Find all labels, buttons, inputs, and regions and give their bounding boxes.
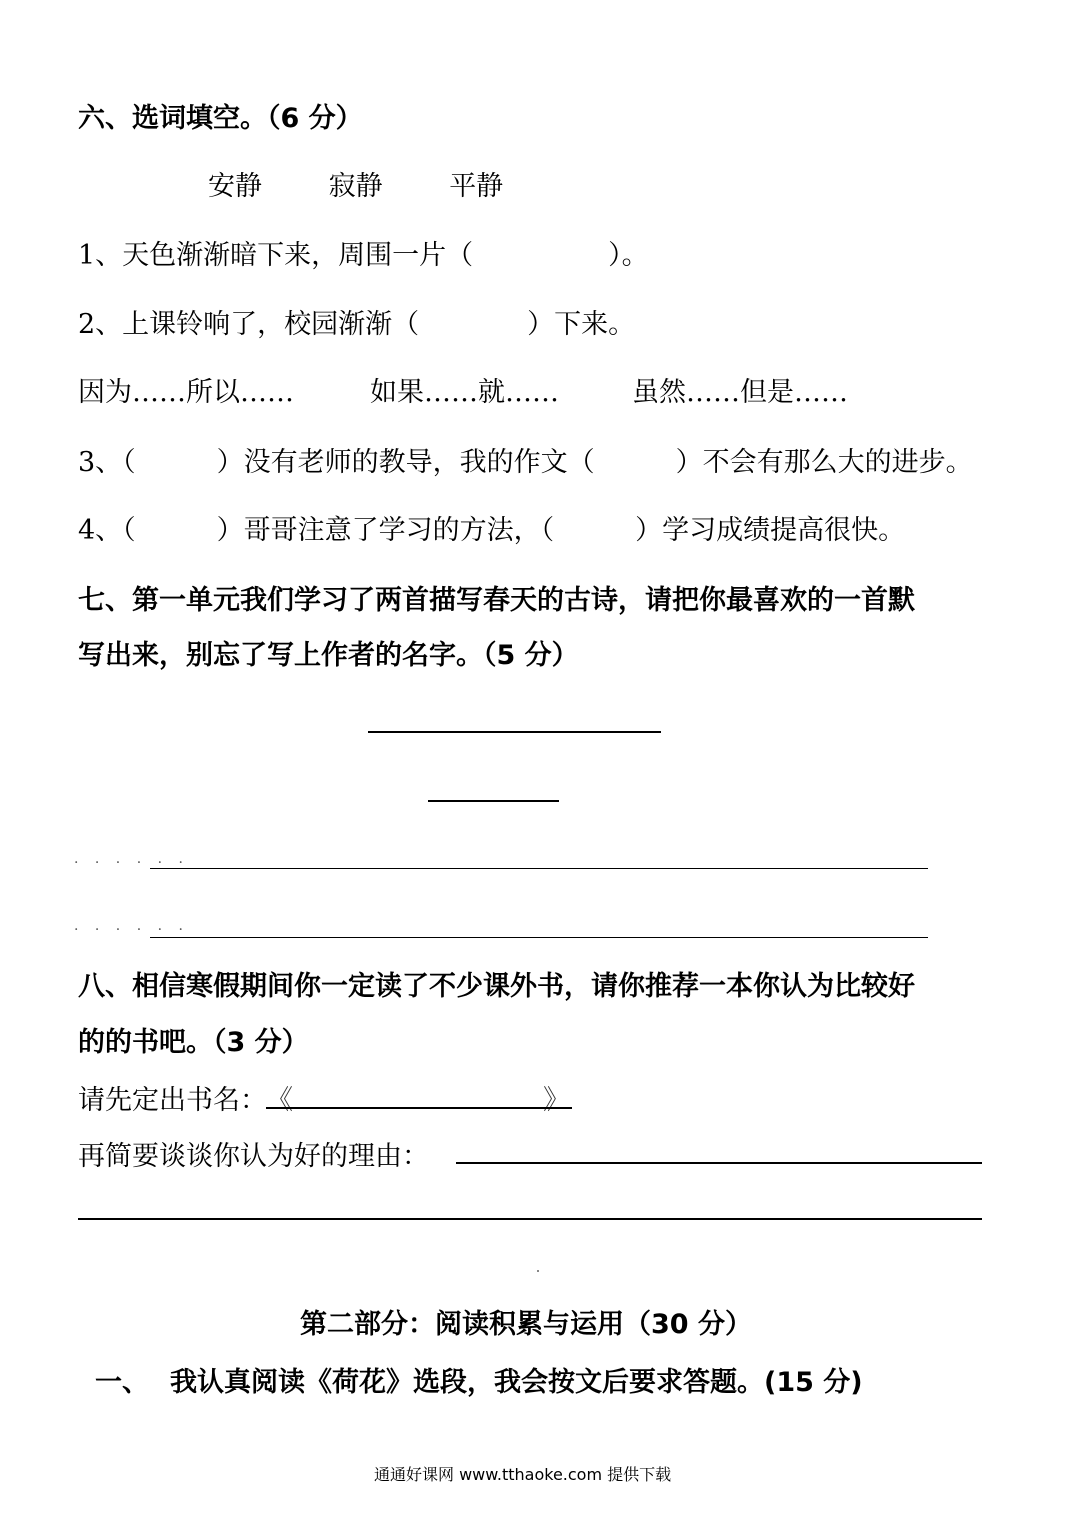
reason-line-2[interactable] bbox=[78, 1218, 982, 1220]
book-open-bracket: 《 bbox=[266, 1085, 293, 1116]
scan-speck bbox=[537, 1270, 539, 1272]
q8-title-line-1: 八、相信寒假期间你一定读了不少课外书，请你推荐一本你认为比较好 bbox=[78, 971, 915, 1002]
q8-title-line-2: 的的书吧。（3 分） bbox=[78, 1027, 309, 1058]
author-line[interactable] bbox=[428, 800, 559, 802]
poem-answer-line-2[interactable] bbox=[150, 937, 928, 938]
word-options bbox=[208, 164, 561, 203]
reason-line-1[interactable] bbox=[456, 1162, 982, 1164]
conjunction-option: 因为……所以…… bbox=[78, 377, 294, 408]
part2-section-1-number: 一、 bbox=[95, 1367, 149, 1398]
part2-title: 第二部分：阅读积累与运用（30 分） bbox=[300, 1309, 752, 1340]
poem-answer-line-1[interactable] bbox=[150, 868, 928, 869]
conjunction-option: 虽然……但是…… bbox=[632, 377, 848, 408]
word-option: 平静 bbox=[449, 171, 504, 202]
q7-title-line-1: 七、第一单元我们学习了两首描写春天的古诗，请把你最喜欢的一首默 bbox=[78, 585, 915, 616]
word-option: 安静 bbox=[208, 171, 262, 202]
word-option: 寂静 bbox=[328, 171, 383, 202]
footer-source: 通通好课网 www.tthaoke.com 提供下载 bbox=[374, 1465, 672, 1484]
book-name-line[interactable] bbox=[266, 1107, 572, 1109]
q6-item-2: 2、上课铃响了，校园渐渐（ ）下来。 bbox=[78, 309, 636, 340]
q6-item-3: 3、（ ）没有老师的教导，我的作文（ ）不会有那么大的进步。 bbox=[78, 447, 973, 478]
q6-title: 六、选词填空。（6 分） bbox=[78, 103, 363, 134]
conjunction-option: 如果……就…… bbox=[370, 377, 559, 408]
book-close-bracket: 》 bbox=[543, 1085, 570, 1116]
part2-section-1-text: 我认真阅读《荷花》选段，我会按文后要求答题。(15 分) bbox=[170, 1367, 863, 1398]
reason-prompt: 再简要谈谈你认为好的理由： bbox=[78, 1141, 429, 1172]
dotted-margin: · · · · · · bbox=[74, 855, 189, 871]
book-name-prompt: 请先定出书名： bbox=[78, 1085, 267, 1116]
poem-title-line[interactable] bbox=[368, 731, 661, 733]
dotted-margin: · · · · · · bbox=[74, 922, 189, 938]
q7-title-line-2: 写出来，别忘了写上作者的名字。（5 分） bbox=[78, 640, 579, 671]
q6-item-1: 1、天色渐渐暗下来，周围一片（ ）。 bbox=[78, 240, 649, 271]
q6-item-4: 4、（ ）哥哥注意了学习的方法，（ ）学习成绩提高很快。 bbox=[78, 515, 906, 546]
